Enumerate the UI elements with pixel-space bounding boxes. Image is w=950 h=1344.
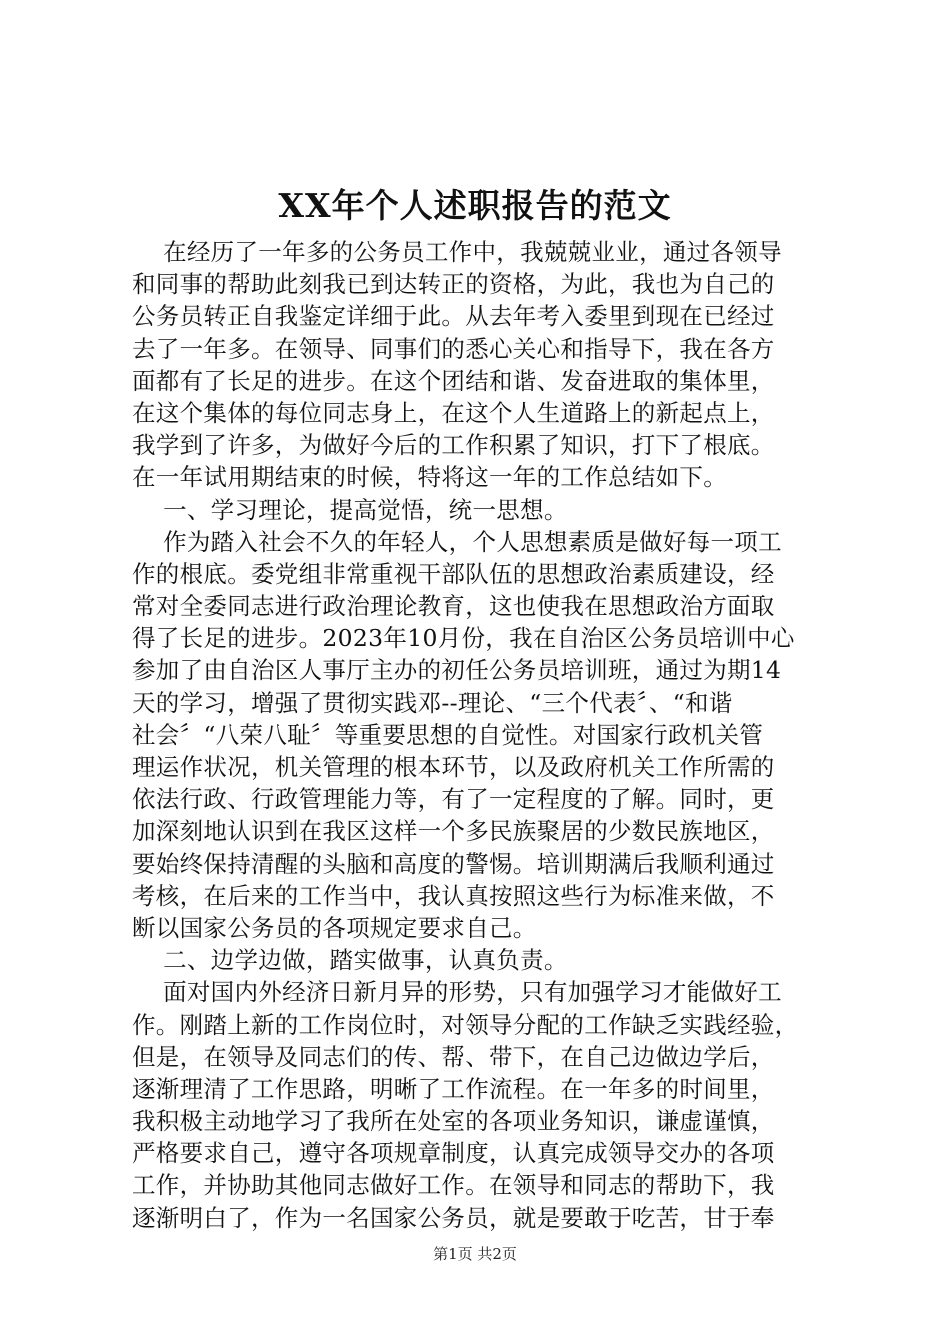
text-line: 去了一年多。在领导、同事们的悉心关心和指导下，我在各方 <box>132 334 775 363</box>
text-line: 加深刻地认识到在我区这样一个多民族聚居的少数民族地区， <box>132 817 775 846</box>
text-line: 二、边学边做，踏实做事，认真负责。 <box>132 946 568 975</box>
text-line: 社会〞“八荣八耻〞等重要思想的自觉性。对国家行政机关管 <box>132 720 764 749</box>
text-line: 作。刚踏上新的工作岗位时，对领导分配的工作缺乏实践经验， <box>132 1010 799 1039</box>
text-line: 依法行政、行政管理能力等，有了一定程度的了解。同时，更 <box>132 785 775 814</box>
page-footer: 第1页 共2页 <box>433 1245 517 1263</box>
text-line: 面都有了长足的进步。在这个团结和谐、发奋进取的集体里， <box>132 366 775 395</box>
text-line: 得了长足的进步。2023年10月份，我在自治区公务员培训中心 <box>132 624 795 653</box>
text-line: 面对国内外经济日新月异的形势，只有加强学习才能做好工 <box>132 978 782 1007</box>
text-line: 作的根底。委党组非常重视干部队伍的思想政治素质建设，经 <box>132 559 775 588</box>
text-line: 考核，在后来的工作当中，我认真按照这些行为标准来做，不 <box>132 881 775 910</box>
text-line: 和同事的帮助此刻我已到达转正的资格，为此，我也为自己的 <box>132 270 775 299</box>
text-line: 参加了由自治区人事厅主办的初任公务员培训班，通过为期14 <box>132 656 782 685</box>
text-line: 在经历了一年多的公务员工作中，我兢兢业业，通过各领导 <box>132 238 782 266</box>
text-line: 逐渐理清了工作思路，明晰了工作流程。在一年多的时间里， <box>132 1074 775 1103</box>
text-line: 公务员转正自我鉴定详细于此。从去年考入委里到现在已经过 <box>132 302 775 331</box>
text-line: 要始终保持清醒的头脑和高度的警惕。培训期满后我顺利通过 <box>132 849 775 878</box>
document-title: XX年个人述职报告的范文 <box>278 186 672 225</box>
text-line: 一、学习理论，提高觉悟，统一思想。 <box>132 495 568 524</box>
text-line: 工作，并协助其他同志做好工作。在领导和同志的帮助下，我 <box>132 1171 775 1200</box>
text-line: 我学到了许多，为做好今后的工作积累了知识，打下了根底。 <box>132 431 775 460</box>
text-line: 天的学习，增强了贯彻实践邓--理论、“三个代表〞、“和谐 <box>132 688 733 717</box>
text-line: 断以国家公务员的各项规定要求自己。 <box>132 913 537 942</box>
text-line: 理运作状况，机关管理的根本环节，以及政府机关工作所需的 <box>132 753 775 781</box>
text-line: 我积极主动地学习了我所在处室的各项业务知识，谦虚谨慎， <box>132 1107 775 1136</box>
document-body <box>132 236 832 1234</box>
text-line: 逐渐明白了，作为一名国家公务员，就是要敢于吃苦，甘于奉 <box>132 1203 775 1232</box>
text-line: 常对全委同志进行政治理论教育，这也使我在思想政治方面取 <box>132 592 775 621</box>
text-line: 严格要求自己，遵守各项规章制度，认真完成领导交办的各项 <box>132 1139 775 1168</box>
text-line: 作为踏入社会不久的年轻人，个人思想素质是做好每一项工 <box>132 527 782 556</box>
text-line: 但是，在领导及同志们的传、帮、带下，在自己边做边学后， <box>132 1042 775 1071</box>
text-line: 在这个集体的每位同志身上，在这个人生道路上的新起点上， <box>132 398 775 427</box>
text-line: 在一年试用期结束的时候，特将这一年的工作总结如下。 <box>132 463 727 492</box>
